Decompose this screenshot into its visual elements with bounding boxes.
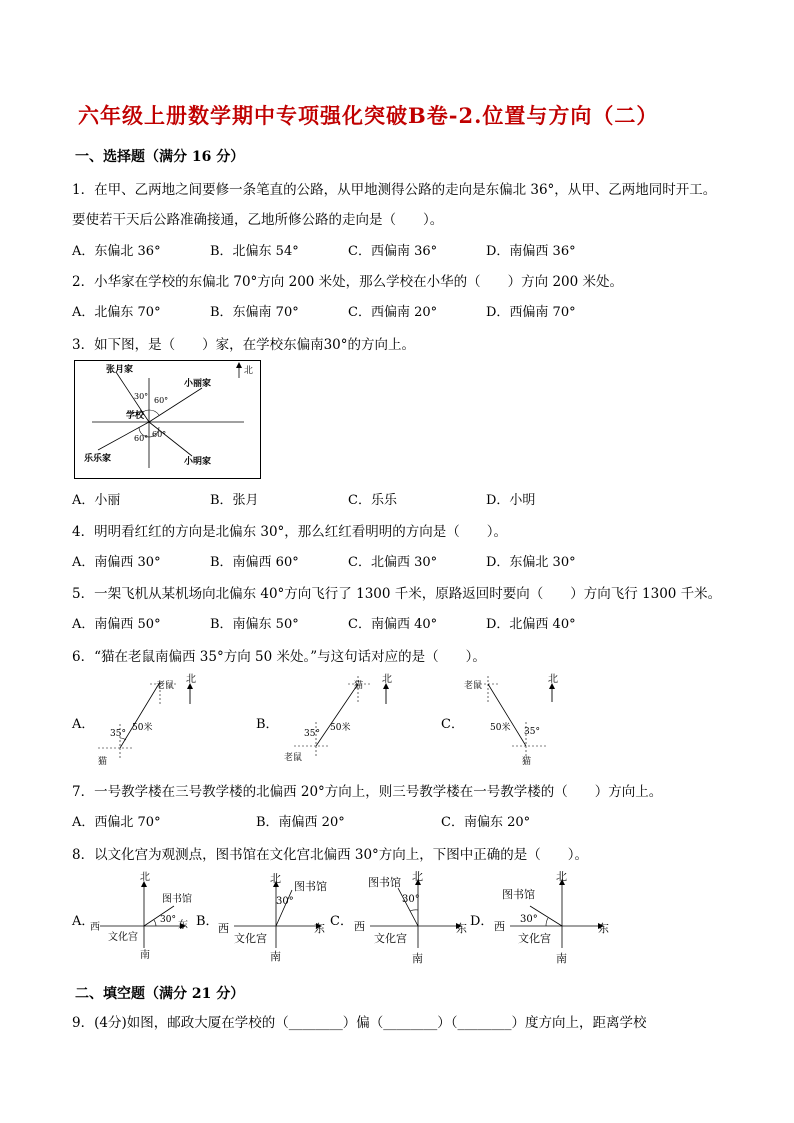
- q8-c-library: 图书馆: [368, 876, 401, 889]
- q6-option-a-label[interactable]: A．: [72, 717, 95, 732]
- q6-c-dist: 50米: [490, 723, 511, 733]
- q3-north-label: 北: [244, 366, 254, 376]
- q8-c-west: 西: [354, 920, 365, 933]
- q3-angle-60-a: 60°: [154, 396, 169, 405]
- question-6-text: 6．“猫在老鼠南偏西 35°方向 50 米处。”与这句话对应的是（ ）。: [72, 649, 486, 665]
- q3-angle-60-b: 60°: [134, 434, 149, 443]
- q2-option-a[interactable]: A．北偏东 70°: [72, 305, 161, 320]
- section-heading-choice: 一、选择题（满分 16 分）: [75, 149, 245, 165]
- q3-xiaoli-label: 小丽家: [184, 379, 212, 389]
- q8-b-south: 南: [270, 950, 281, 963]
- q8-c-east: 东: [456, 922, 467, 935]
- q8-option-d-label[interactable]: D．: [470, 914, 494, 929]
- q6-option-b-label[interactable]: B．: [256, 717, 279, 732]
- q6-b-north: 北: [382, 674, 392, 685]
- q8-d-south: 南: [556, 952, 567, 965]
- question-3-text: 3．如下图，是（ ）家，在学校东偏南30°的方向上。: [72, 337, 416, 353]
- q8-c-palace: 文化宫: [374, 932, 407, 945]
- q8-b-angle: 30°: [276, 896, 294, 907]
- q8-option-b-label[interactable]: B．: [196, 914, 219, 929]
- q6-a-dist: 50米: [132, 723, 153, 733]
- q3-angle-60-c: 60°: [152, 430, 167, 439]
- q8-option-c-label[interactable]: C．: [330, 914, 353, 929]
- q8-figure-d[interactable]: [490, 866, 618, 966]
- q3-option-b[interactable]: B．张月: [210, 493, 259, 508]
- q8-a-west: 西: [90, 922, 100, 933]
- question-7-text: 7．一号教学楼在三号教学楼的北偏西 20°方向上，则三号教学楼在一号教学楼的（ ）方向上。: [72, 784, 663, 800]
- q2-option-b[interactable]: B．东偏南 70°: [210, 305, 299, 320]
- q2-option-d[interactable]: D．西偏南 70°: [486, 305, 576, 320]
- q8-c-north: 北: [412, 870, 423, 883]
- q6-a-north: 北: [186, 674, 196, 685]
- q6-b-dist: 50米: [330, 723, 351, 733]
- q8-a-palace: 文化宫: [108, 932, 138, 943]
- q3-lele-label: 乐乐家: [84, 454, 112, 464]
- q8-b-palace: 文化宫: [234, 932, 267, 945]
- q5-option-b[interactable]: B．南偏东 50°: [210, 617, 299, 632]
- q3-xiaoming-label: 小明家: [184, 457, 212, 467]
- q3-school-label: 学校: [126, 411, 145, 421]
- q8-b-east: 东: [314, 922, 325, 935]
- q7-option-c[interactable]: C．南偏东 20°: [441, 815, 531, 830]
- q8-a-library: 图书馆: [162, 894, 192, 905]
- q6-b-cat: 猫: [354, 681, 364, 691]
- q6-c-mouse: 老鼠: [464, 681, 483, 691]
- q6-option-c-label[interactable]: C．: [441, 717, 464, 732]
- q3-direction-figure: [74, 360, 262, 480]
- q4-option-b[interactable]: B．南偏西 60°: [210, 555, 299, 570]
- q1-option-d[interactable]: D．南偏西 36°: [486, 244, 576, 259]
- q6-figure-a[interactable]: [90, 672, 210, 768]
- q8-d-east: 东: [598, 922, 609, 935]
- q8-d-palace: 文化宫: [518, 932, 551, 945]
- q8-c-south: 南: [412, 952, 423, 965]
- q1-option-b[interactable]: B．北偏东 54°: [210, 244, 299, 259]
- question-5-text: 5．一架飞机从某机场向北偏东 40°方向飞行了 1300 千米，原路返回时要向（ ）方向飞行 1300 千米。: [72, 586, 722, 602]
- q3-option-a[interactable]: A．小丽: [72, 493, 121, 508]
- question-8-text: 8．以文化宫为观测点，图书馆在文化宫北偏西 30°方向上，下图中正确的是（ ）。: [72, 847, 589, 863]
- q6-figure-c[interactable]: [460, 672, 584, 768]
- q8-option-a-label[interactable]: A．: [72, 914, 95, 929]
- q8-d-north: 北: [556, 870, 567, 883]
- question-1-text: 1．在甲、乙两地之间要修一条笔直的公路，从甲地测得公路的走向是东偏北 36°，从甲、乙两地同时开工。: [72, 182, 717, 198]
- q8-a-south: 南: [140, 950, 150, 961]
- q6-c-cat: 猫: [522, 757, 532, 767]
- q6-c-north: 北: [548, 674, 558, 685]
- question-1-text-2: 要使若干天后公路准确接通，乙地所修公路的走向是（ ）。: [72, 212, 444, 228]
- q8-b-west: 西: [218, 922, 229, 935]
- q3-option-d[interactable]: D．小明: [486, 493, 536, 508]
- question-2-text: 2．小华家在学校的东偏北 70°方向 200 米处，那么学校在小华的（ ）方向 200 米处。: [72, 274, 624, 290]
- section-heading-fill: 二、填空题（满分 21 分）: [75, 986, 245, 1002]
- question-9-text: 9．(4分)如图，邮政大厦在学校的（________）偏（________）（________）度方向上，距离学校: [72, 1015, 647, 1031]
- q6-b-angle: 35°: [304, 729, 320, 739]
- question-4-text: 4．明明看红红的方向是北偏东 30°，那么红红看明明的方向是（ ）。: [72, 524, 508, 540]
- q8-d-angle: 30°: [520, 914, 538, 925]
- q1-option-c[interactable]: C．西偏南 36°: [348, 244, 438, 259]
- q1-option-a[interactable]: A．东偏北 36°: [72, 244, 161, 259]
- q4-option-d[interactable]: D．东偏北 30°: [486, 555, 576, 570]
- q8-figure-c[interactable]: [350, 866, 478, 966]
- q4-option-c[interactable]: C．北偏西 30°: [348, 555, 438, 570]
- q6-a-mouse: 老鼠: [156, 681, 175, 691]
- q8-c-angle: 30°: [402, 894, 420, 905]
- q8-a-angle: 30°: [160, 915, 176, 925]
- q4-option-a[interactable]: A．南偏西 30°: [72, 555, 161, 570]
- q5-option-c[interactable]: C．南偏西 40°: [348, 617, 438, 632]
- q3-zhangyue-label: 张月家: [106, 365, 134, 375]
- q6-b-mouse: 老鼠: [284, 753, 303, 763]
- q8-figure-a[interactable]: [88, 870, 198, 962]
- q2-option-c[interactable]: C．西偏南 20°: [348, 305, 438, 320]
- q5-option-a[interactable]: A．南偏西 50°: [72, 617, 161, 632]
- q7-option-a[interactable]: A．西偏北 70°: [72, 815, 161, 830]
- q6-a-angle: 35°: [110, 729, 126, 739]
- q7-option-b[interactable]: B．南偏西 20°: [256, 815, 345, 830]
- q8-d-library: 图书馆: [502, 888, 535, 901]
- q8-b-north: 北: [270, 872, 281, 885]
- q8-d-west: 西: [494, 920, 505, 933]
- page-title: 六年级上册数学期中专项强化突破B卷-2.位置与方向（二）: [78, 103, 659, 128]
- q5-option-d[interactable]: D．北偏西 40°: [486, 617, 576, 632]
- q8-b-library: 图书馆: [294, 880, 327, 893]
- q6-figure-b[interactable]: [276, 672, 400, 768]
- q8-a-east: 东: [178, 920, 188, 931]
- q6-a-cat: 猫: [98, 757, 108, 767]
- q3-angle-30: 30°: [134, 392, 149, 401]
- q3-option-c[interactable]: C．乐乐: [348, 493, 397, 508]
- q8-figure-b[interactable]: [214, 870, 340, 966]
- q8-a-north: 北: [140, 872, 150, 883]
- q6-c-angle: 35°: [524, 727, 540, 737]
